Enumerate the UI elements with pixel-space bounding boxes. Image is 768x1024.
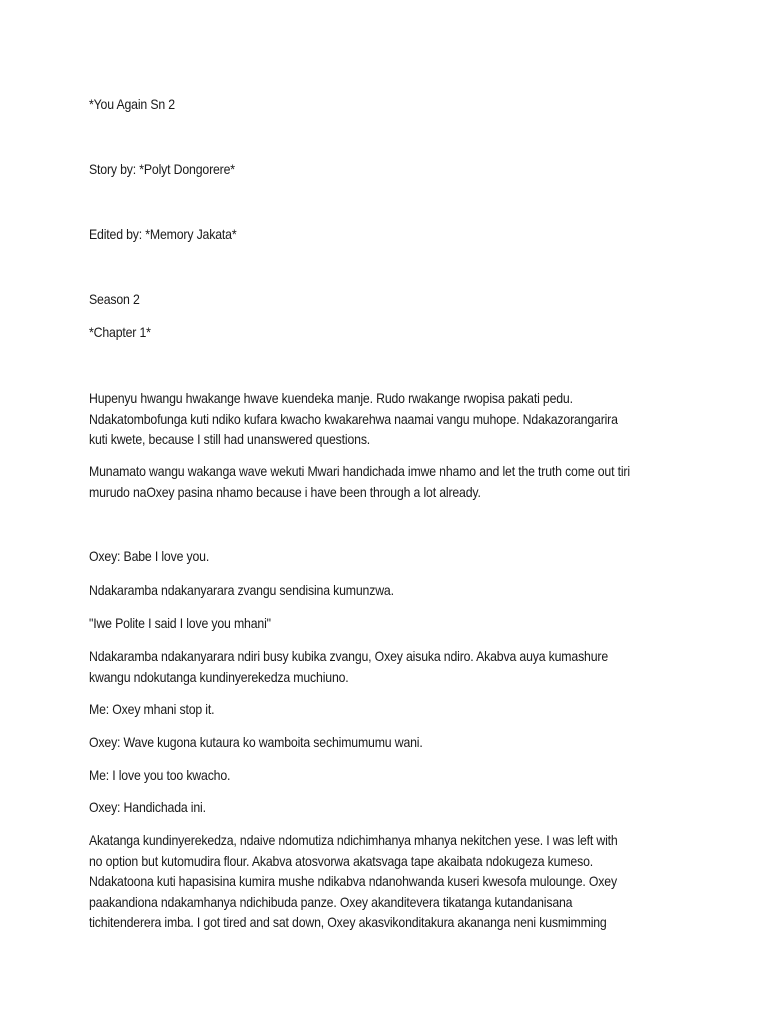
- paragraph: [89, 646, 670, 687]
- paragraph: [89, 546, 670, 567]
- paragraph-line: Akatanga kundinyerekedza, ndaive ndomutiza ndichimhanya mhanya nekitchen yese. I was left with: [89, 832, 618, 848]
- paragraph: [89, 388, 670, 450]
- paragraph-line: Me: Oxey mhani stop it.: [89, 701, 215, 717]
- paragraph: [89, 765, 670, 786]
- paragraph: [89, 580, 670, 601]
- paragraph: [89, 830, 670, 933]
- paragraph-line: Ndakatombofunga kuti ndiko kufara kwacho kwakarehwa naamai vangu muhope. Ndakazorangarira: [89, 410, 618, 427]
- chapter-heading: *Chapter 1*: [89, 324, 151, 340]
- document-title: *You Again Sn 2: [89, 96, 175, 112]
- paragraph-line: Munamato wangu wakanga wave wekuti Mwari handichada imwe nhamo and let the truth come out tiri: [89, 463, 630, 479]
- paragraph-line: no option but kutomudira flour. Akabva atosvorwa akatsvaga tape akaibata ndokugeza kumeso.: [89, 852, 593, 869]
- edited-by-line: Edited by: *Memory Jakata*: [89, 226, 237, 242]
- paragraph-line: Oxey: Handichada ini.: [89, 799, 206, 815]
- paragraph-line: paakandiona ndakamhanya ndichibuda panze. Oxey akanditevera tikatanga kutandanisana: [89, 893, 573, 910]
- paragraph-line: Ndakaramba ndakanyarara zvangu sendisina kumunzwa.: [89, 582, 394, 598]
- paragraph-line: kuti kwete, because I still had unanswered questions.: [89, 431, 371, 447]
- paragraph: [89, 699, 670, 720]
- paragraph: [89, 732, 670, 753]
- paragraph-line: Ndakaramba ndakanyarara ndiri busy kubika zvangu, Oxey aisuka ndiro. Akabva auya kumashure: [89, 648, 609, 664]
- paragraph-line: Me: I love you too kwacho.: [89, 767, 231, 783]
- paragraph-line: murudo naOxey pasina nhamo because i have been through a lot already.: [89, 483, 481, 500]
- paragraph-line: Oxey: Wave kugona kutaura ko wamboita sechimumumu wani.: [89, 734, 423, 750]
- paragraph: [89, 613, 670, 634]
- paragraph: [89, 461, 670, 502]
- paragraph: [89, 797, 670, 818]
- paragraph-line: kwangu ndokutanga kundinyerekedza muchiuno.: [89, 668, 349, 685]
- season-heading: Season 2: [89, 291, 140, 307]
- paragraph-line: Ndakatoona kuti hapasisina kumira mushe ndikabva ndanohwanda kuseri kwesofa mulounge. Oxey: [89, 873, 617, 889]
- paragraph-line: tichitenderera imba. I got tired and sat down, Oxey akasvikonditakura akananga neni kusmimming: [89, 914, 607, 930]
- story-by-line: Story by: *Polyt Dongorere*: [89, 161, 235, 177]
- paragraph-line: Oxey: Babe I love you.: [89, 548, 210, 564]
- paragraph-line: "Iwe Polite I said I love you mhani": [89, 615, 271, 631]
- paragraph-line: Hupenyu hwangu hwakange hwave kuendeka manje. Rudo rwakange rwopisa pakati pedu.: [89, 390, 573, 406]
